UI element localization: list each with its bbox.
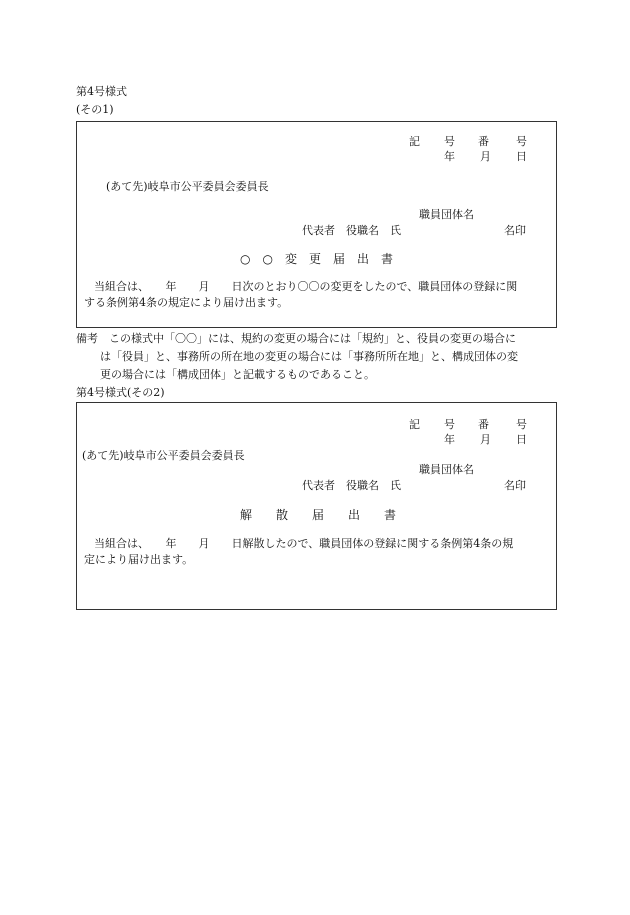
remark-line1: 備考 この様式中「〇〇」には、規約の変更の場合には「規約」と、役員の変更の場合に [76, 332, 516, 345]
form2-org-label: 職員団体名 [419, 463, 474, 476]
form1-addressee: (あて先)岐阜市公平委員会委員長 [106, 180, 269, 193]
form2-body-line1: 当組合は、 年 月 日解散したので、職員団体の登録に関する条例第4条の規 [94, 537, 514, 550]
form1-rep-label: 代表者 役職名 氏 [302, 224, 401, 237]
form2-header-title: 第4号様式(その2) [76, 386, 165, 399]
form2-gou2: 号 [516, 418, 527, 431]
form1-ki: 記 [409, 135, 420, 148]
form1-doc-title: ○ ○ 変 更 届 出 書 [240, 252, 393, 266]
form2-rep-label: 代表者 役職名 氏 [302, 479, 401, 492]
form2-addressee: (あて先)岐阜市公平委員会委員長 [82, 449, 245, 462]
form1-gou2: 号 [516, 135, 527, 148]
form2-ban: 番 [478, 418, 489, 431]
form2-gou1: 号 [444, 418, 455, 431]
form1-org-label: 職員団体名 [419, 208, 474, 221]
form1-header-sub: (その1) [76, 103, 114, 116]
form2-seal: 名印 [504, 479, 526, 492]
form1-nen: 年 [444, 150, 455, 163]
form1-nichi: 日 [516, 150, 527, 163]
form1-gatsu: 月 [480, 150, 491, 163]
form2-nichi: 日 [516, 433, 527, 446]
form2-gatsu: 月 [480, 433, 491, 446]
form1-body-line1: 当組合は、 年 月 日次のとおり〇〇の変更をしたので、職員団体の登録に関 [94, 280, 518, 293]
form1-seal: 名印 [504, 224, 526, 237]
form2-doc-title: 解 散 届 出 書 [240, 508, 397, 522]
remark-line2: は「役員」と、事務所の所在地の変更の場合には「事務所所在地」と、構成団体の変 [100, 350, 518, 363]
form2-ki: 記 [409, 418, 420, 431]
form1-body-line2: する条例第4条の規定により届け出ます。 [84, 296, 289, 309]
form2-nen: 年 [444, 433, 455, 446]
remark-line3: 更の場合には「構成団体」と記載するものであること。 [100, 368, 375, 381]
form1-header-title: 第4号様式 [76, 85, 127, 98]
form1-gou1: 号 [444, 135, 455, 148]
form1-ban: 番 [478, 135, 489, 148]
form2-body-line2: 定により届け出ます。 [84, 553, 194, 566]
